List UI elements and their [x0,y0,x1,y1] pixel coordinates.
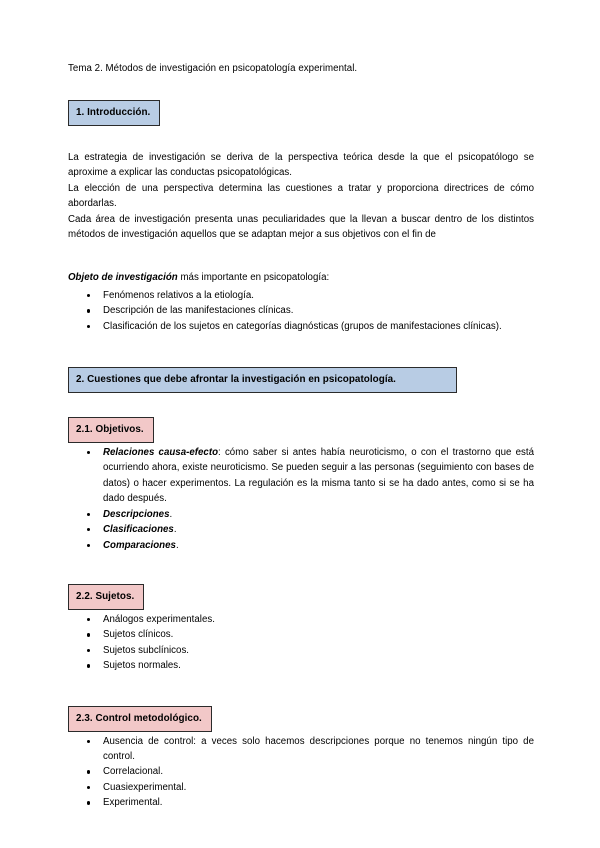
control-metodologico-list [68,734,534,811]
objetivos-item-2-label: Descripciones [103,508,170,520]
list-item: Clasificación de los sujetos en categorías diagnósticas (grupos de manifestaciones clínicas). [68,319,534,334]
objetivos-item-4-label: Comparaciones [103,539,176,551]
list-item: Descripción de las manifestaciones clínicas. [68,303,534,318]
objeto-investigacion-lead-rest: más importante en psicopatología: [177,272,330,284]
list-item: Sujetos clínicos. [68,627,534,642]
list-item: Correlacional. [68,764,534,779]
list-item: Sujetos normales. [68,658,534,673]
intro-paragraph-2: La elección de una perspectiva determina las cuestiones a tratar y proporciona directrices de cómo abordarlas. [68,182,534,210]
list-item: Fenómenos relativos a la etiología. [68,288,534,303]
objetivos-item-2-text: . [169,508,173,520]
list-item [68,507,534,522]
heading-sujetos: 2.2. Sujetos. [68,584,144,610]
list-item: Ausencia de control: a veces solo hacemos descripciones porque no tenemos ningún tipo de control. [68,734,534,765]
heading-introduccion: 1. Introducción. [68,100,160,126]
objetivos-item-3-text: . [173,524,177,536]
heading-objetivos: 2.1. Objetivos. [68,417,154,443]
objetivos-list [68,445,534,553]
list-item: Experimental. [68,795,534,810]
list-item [68,538,534,553]
list-item: Análogos experimentales. [68,612,534,627]
list-item: Sujetos subclínicos. [68,643,534,658]
objeto-investigacion-label: Objeto de investigación [68,272,178,284]
heading-control-metodologico: 2.3. Control metodológico. [68,706,212,732]
objeto-investigacion-lead [68,270,534,285]
objetivos-item-3-label: Clasificaciones [103,524,174,536]
objetivos-item-1-label: Relaciones causa-efecto [103,447,219,459]
intro-paragraph-3: Cada área de investigación presenta unas peculiaridades que la llevan a buscar dentro de los distintos métodos de investigación aquellos que se adaptan mejor a sus objetivos con el fin de [68,213,534,241]
page-title: Tema 2. Métodos de investigación en psicopatología experimental. [68,63,358,74]
heading-cuestiones: 2. Cuestiones que debe afrontar la investigación en psicopatología. [68,367,457,393]
objetivos-item-4-text: . [175,539,179,551]
objetivos-item-1-text: : cómo saber si antes había neuroticismo, o con el trastorno que está ocurriendo ahora, existe neuroticismo. Se pueden seguir a las personas (seguimiento con bases de datos) o hacer experimentos. La regulación es la misma tanto si se ha dado antes, como si se ha dado después. [103,447,535,505]
intro-paragraph-1: La estrategia de investigación se deriva de la perspectiva teórica desde la que el psicopatólogo se aproxime a explicar las conductas psicopatológicas. [68,152,534,179]
sujetos-list [68,612,534,674]
intro-paragraphs [68,150,534,242]
objeto-investigacion-list [68,288,534,334]
list-item [68,445,534,507]
list-item [68,522,534,537]
list-item: Cuasiexperimental. [68,780,534,795]
